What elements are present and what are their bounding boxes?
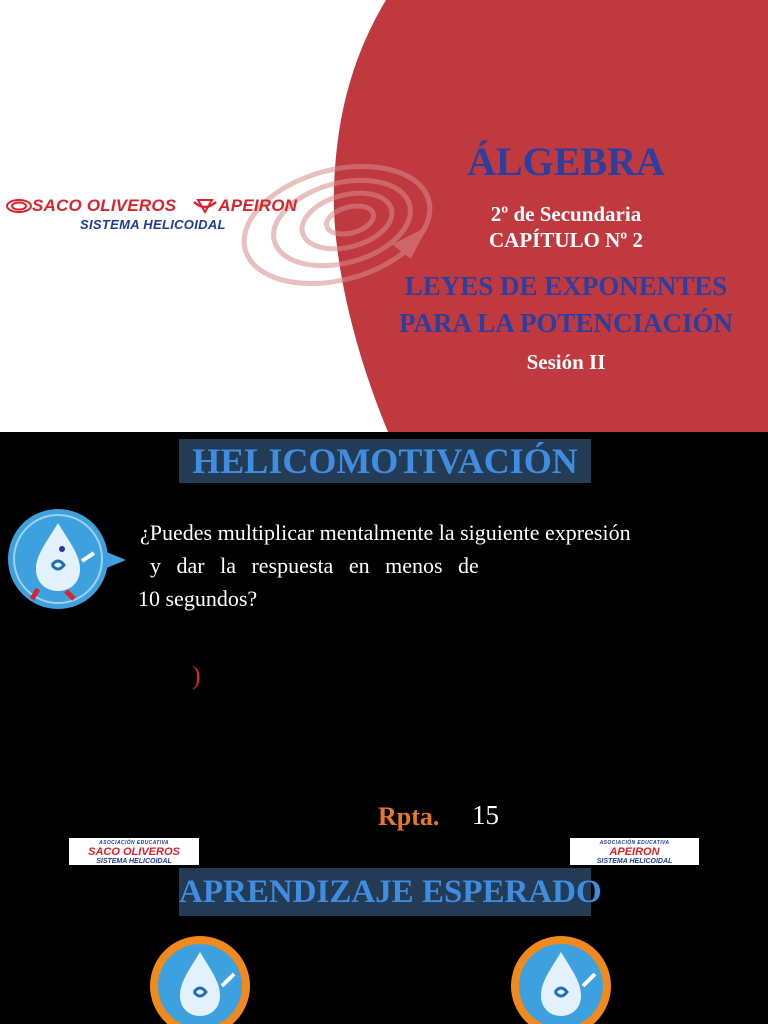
brand-apeiron: APEIRON xyxy=(218,196,298,215)
water-drop-mascot-icon xyxy=(511,936,611,1024)
subject-title: ÁLGEBRA xyxy=(467,139,665,184)
apeiron-swirl-icon xyxy=(192,198,218,214)
footer-logo-tagline: SISTEMA HELICOIDAL xyxy=(596,858,673,865)
footer-logo-apeiron xyxy=(570,838,699,865)
question-line-2: y dar la respuesta en menos de xyxy=(150,553,479,578)
saco-oliveros-swirl-icon xyxy=(6,199,32,213)
brand-tagline: SISTEMA HELICOIDAL xyxy=(80,217,226,232)
session-label: Sesión II xyxy=(526,350,606,374)
mascot-avatar-left xyxy=(150,936,250,1024)
footer-logo-caption: ASOCIACIÓN EDUCATIVA xyxy=(599,840,670,846)
chapter-label: CAPÍTULO Nº 2 xyxy=(489,228,643,252)
water-drop-mascot-icon xyxy=(8,509,108,609)
learning-heading: APRENDIZAJE ESPERADO xyxy=(179,868,591,916)
expression-fragment: ) xyxy=(192,661,201,690)
mascot-avatar-right xyxy=(511,936,611,1024)
answer-label: Rpta. xyxy=(378,802,440,831)
motivation-heading: HELICOMOTIVACIÓN xyxy=(179,439,591,483)
topic-line-1: LEYES DE EXPONENTES xyxy=(404,271,728,301)
motivation-slide xyxy=(0,433,768,865)
topic-line-2: PARA LA POTENCIACIÓN xyxy=(398,308,734,338)
answer-value: 15 xyxy=(472,800,499,830)
grade-label: 2º de Secundaria xyxy=(490,202,642,226)
learning-slide xyxy=(0,866,768,1024)
question-line-1: ¿Puedes multiplicar mentalmente la siguiente expresión xyxy=(140,520,631,545)
title-slide xyxy=(0,0,768,432)
footer-logo-caption: ASOCIACIÓN EDUCATIVA xyxy=(99,840,169,846)
footer-logo-saco-oliveros xyxy=(69,838,199,865)
brand-saco-oliveros: SACO OLIVEROS xyxy=(32,196,177,215)
footer-logo-tagline: SISTEMA HELICOIDAL xyxy=(96,858,172,865)
footer-logo-brand: APEIRON xyxy=(609,846,660,858)
mascot-avatar xyxy=(8,509,108,609)
water-drop-mascot-icon xyxy=(150,936,250,1024)
speech-bubble-pointer xyxy=(104,551,126,569)
footer-logo-brand: SACO OLIVEROS xyxy=(88,846,180,858)
brand-logo xyxy=(6,196,336,232)
question-line-3: 10 segundos? xyxy=(138,586,258,611)
